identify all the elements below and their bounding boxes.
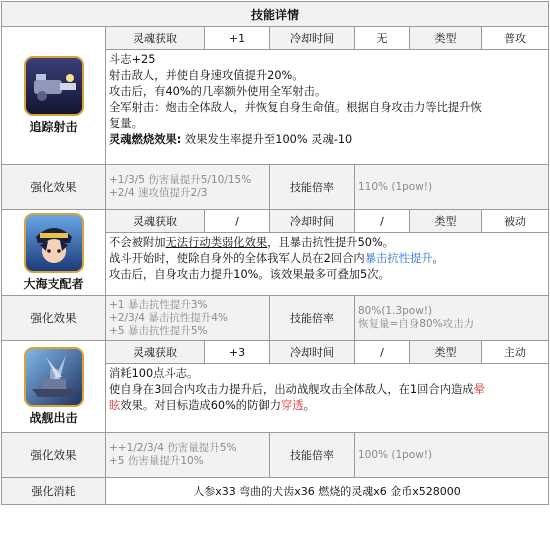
desc-line: 攻击后，有40%的几率额外使用全军射击。 bbox=[109, 85, 327, 98]
skill1-meta-row bbox=[2, 27, 549, 50]
skill1-enhance-row bbox=[2, 165, 549, 210]
desc-text: ，且暴击抗性提升50%。 bbox=[267, 236, 394, 249]
skill1-name: 追踪射击 bbox=[29, 120, 78, 134]
desc-line: 射击敌人，并使自身速攻值提升20%。 bbox=[109, 69, 304, 82]
skill-detail-table bbox=[1, 1, 549, 505]
desc-line: 斗志+25 bbox=[109, 53, 156, 66]
skill2-description bbox=[106, 233, 549, 296]
skill2-icon-cell bbox=[2, 210, 106, 296]
desc-text: 。 bbox=[432, 252, 444, 265]
desc-line: 消耗100点斗志。 bbox=[109, 367, 199, 380]
soul-gain-label: 灵魂获取 bbox=[106, 341, 205, 364]
skill2-cooldown-value: / bbox=[355, 210, 410, 233]
soul-gain-label: 灵魂获取 bbox=[106, 27, 205, 50]
desc-line bbox=[109, 251, 545, 267]
type-label: 类型 bbox=[410, 27, 482, 50]
multiplier-line: 80%(1.3pow!) bbox=[358, 305, 433, 317]
table-title: 技能详情 bbox=[2, 2, 549, 27]
desc-line bbox=[109, 382, 545, 398]
skill2-meta-row bbox=[2, 210, 549, 233]
skill1-multiplier-value: 110% (1pow!) bbox=[355, 165, 549, 210]
skill1-icon-cell bbox=[2, 27, 106, 165]
type-label: 类型 bbox=[410, 341, 482, 364]
skill1-type-value: 普攻 bbox=[482, 27, 549, 50]
enhance-line: +2/3/4 暴击抗性提升4% bbox=[109, 311, 228, 324]
table-header-row bbox=[2, 2, 549, 27]
skill1-description bbox=[106, 50, 549, 165]
enhance-label: 强化效果 bbox=[2, 433, 106, 478]
skill2-enhance-row bbox=[2, 296, 549, 341]
skill3-soul-value: +3 bbox=[205, 341, 270, 364]
skill1-cooldown-value: 无 bbox=[355, 27, 410, 50]
cooldown-label: 冷却时间 bbox=[270, 341, 355, 364]
desc-line bbox=[109, 398, 545, 414]
multiplier-label: 技能倍率 bbox=[270, 296, 355, 341]
keyword-stun: 晕 bbox=[473, 383, 485, 396]
multiplier-line: 恢复量=自身80%攻击力 bbox=[358, 318, 475, 330]
skill2-enhance-list bbox=[106, 296, 270, 341]
enhance-label: 强化效果 bbox=[2, 296, 106, 341]
enhance-cost-text: 人参x33 弯曲的犬齿x36 燃烧的灵魂x6 金币x528000 bbox=[106, 478, 549, 505]
keyword-penetration: 穿透 bbox=[281, 399, 304, 412]
cooldown-label: 冷却时间 bbox=[270, 27, 355, 50]
enhance-line: ++1/2/3/4 伤害量提升5% bbox=[109, 442, 237, 454]
skill2-name: 大海支配者 bbox=[23, 277, 84, 291]
skill3-meta-row bbox=[2, 341, 549, 364]
cannon-icon bbox=[24, 56, 84, 116]
skill2-soul-value: / bbox=[205, 210, 270, 233]
skill3-cooldown-value: / bbox=[355, 341, 410, 364]
enhance-line: +5 暴击抗性提升5% bbox=[109, 324, 208, 337]
multiplier-label: 技能倍率 bbox=[270, 433, 355, 478]
battleship-icon bbox=[24, 347, 84, 407]
skill3-type-value: 主动 bbox=[482, 341, 549, 364]
skill1-soul-value: +1 bbox=[205, 27, 270, 50]
skill3-enhance-list bbox=[106, 433, 270, 478]
soul-gain-label: 灵魂获取 bbox=[106, 210, 205, 233]
desc-line bbox=[109, 132, 545, 148]
enhance-line: +1 暴击抗性提升3% bbox=[109, 298, 208, 311]
cooldown-label: 冷却时间 bbox=[270, 210, 355, 233]
desc-line: 全军射击：炮击全体敌人，并恢复自身生命值。根据自身攻击力等比提升恢 bbox=[109, 101, 482, 114]
type-label: 类型 bbox=[410, 210, 482, 233]
skill3-description bbox=[106, 364, 549, 433]
skill2-multiplier-value bbox=[355, 296, 549, 341]
skill3-multiplier-value: 100% (1pow!) bbox=[355, 433, 549, 478]
skill3-name: 战舰出击 bbox=[29, 411, 78, 425]
enhance-cost-row bbox=[2, 478, 549, 505]
desc-text: 。 bbox=[303, 399, 315, 412]
enhance-cost-label: 强化消耗 bbox=[2, 478, 106, 505]
skill3-icon-cell bbox=[2, 341, 106, 433]
enhance-line: +5 伤害量提升10% bbox=[109, 455, 204, 467]
enhance-line: +1/3/5 伤害量提升5/10/15% bbox=[109, 174, 252, 186]
keyword-stun: 眩 bbox=[109, 399, 121, 412]
skill2-type-value: 被动 bbox=[482, 210, 549, 233]
desc-line: 复量。 bbox=[109, 117, 143, 130]
keyword-crit-resist: 暴击抗性提升 bbox=[364, 252, 433, 265]
multiplier-label: 技能倍率 bbox=[270, 165, 355, 210]
soul-burn-text: 效果发生率提升至100% 灵魂-10 bbox=[184, 133, 353, 146]
desc-text: 效果。对目标造成60%的防御力 bbox=[120, 399, 281, 412]
captain-portrait-icon bbox=[24, 213, 84, 273]
soul-burn-label: 灵魂燃烧效果: bbox=[109, 133, 182, 146]
desc-text: 使自身在3回合内攻击力提升后，出动战舰攻击全体敌人，在1回合内造成 bbox=[109, 383, 474, 396]
keyword-cc-debuff: 无法行动类弱化效果 bbox=[165, 236, 268, 249]
desc-line: 攻击后，自身攻击力提升10%。该效果最多可叠加5次。 bbox=[109, 268, 390, 281]
skill3-enhance-row bbox=[2, 433, 549, 478]
enhance-label: 强化效果 bbox=[2, 165, 106, 210]
desc-line bbox=[109, 235, 545, 251]
desc-text: 战斗开始时，使除自身外的全体我军人员在2回合内 bbox=[109, 252, 365, 265]
desc-text: 不会被附加 bbox=[109, 236, 166, 249]
enhance-line: +2/4 速攻值提升2/3 bbox=[109, 187, 208, 199]
skill1-enhance-list bbox=[106, 165, 270, 210]
